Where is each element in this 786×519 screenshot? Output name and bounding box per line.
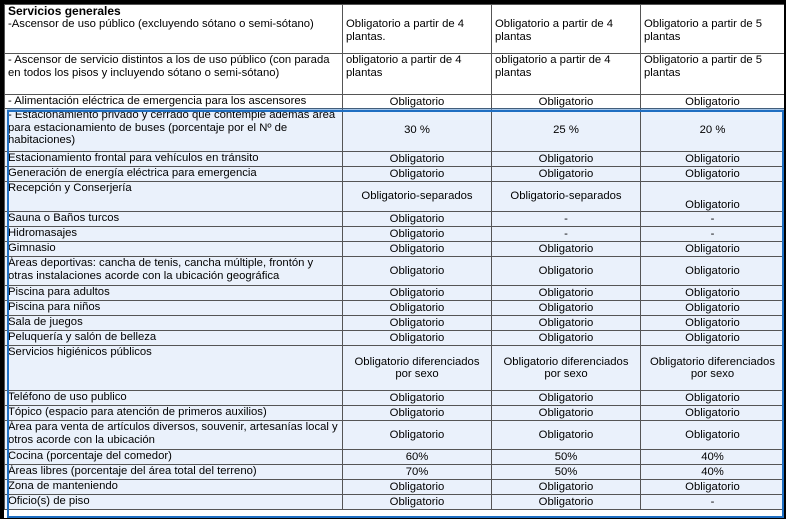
table-row bbox=[5, 109, 785, 152]
row-label: Cocina (porcentaje del comedor) bbox=[5, 450, 343, 465]
table-row bbox=[5, 346, 785, 391]
cell-c3: Obligatorio bbox=[641, 242, 785, 257]
cell-c3: Obligatorio bbox=[641, 286, 785, 301]
cell-c1: Obligatorio bbox=[343, 421, 492, 450]
row-label: - Estacionamiento privado y cerrado que contemple además área para estacionamiento de buses (porcentaje por el Nº de habitaciones) bbox=[5, 109, 343, 152]
row-label: -Ascensor de uso público (excluyendo sótano o semi-sótano) bbox=[8, 17, 314, 30]
cell-c2: 50% bbox=[492, 465, 641, 480]
cell-c1: Obligatorio bbox=[343, 391, 492, 406]
cell-c1: Obligatorio bbox=[343, 480, 492, 495]
row-label: Áreas libres (porcentaje del área total del terreno) bbox=[5, 465, 343, 480]
row-label: Teléfono de uso publico bbox=[5, 391, 343, 406]
table-row bbox=[5, 406, 785, 421]
cell-c2: 50% bbox=[492, 450, 641, 465]
table-row bbox=[5, 152, 785, 167]
cell-c3: Obligatorio bbox=[641, 182, 785, 212]
cell-c1: Obligatorio bbox=[343, 212, 492, 227]
cell-c1: Obligatorio bbox=[343, 406, 492, 421]
cell-c1: Obligatorio-separados bbox=[343, 182, 492, 212]
table-row bbox=[5, 212, 785, 227]
cell-c3: Obligatorio bbox=[641, 406, 785, 421]
cell-c1: Obligatorio bbox=[343, 227, 492, 242]
row-label: Hidromasajes bbox=[5, 227, 343, 242]
cell-c3: 40% bbox=[641, 450, 785, 465]
table-row bbox=[5, 421, 785, 450]
row-label: Estacionamiento frontal para vehículos en tránsito bbox=[5, 152, 343, 167]
table-row bbox=[5, 5, 785, 54]
cell-c1: Obligatorio diferenciados por sexo bbox=[343, 346, 492, 391]
cell-c2: Obligatorio bbox=[492, 242, 641, 257]
row-label: Tópico (espacio para atención de primeros auxilios) bbox=[5, 406, 343, 421]
cell-c2: - bbox=[492, 212, 641, 227]
cell-c1: Obligatorio bbox=[343, 316, 492, 331]
cell-c2: Obligatorio bbox=[492, 286, 641, 301]
cell-c2: Obligatorio bbox=[492, 406, 641, 421]
row-label: Generación de energía eléctrica para emergencia bbox=[5, 167, 343, 182]
row-label: - Alimentación eléctrica de emergencia para los ascensores bbox=[5, 95, 343, 109]
cell-c2: Obligatorio bbox=[492, 152, 641, 167]
ascensor-publico-label bbox=[5, 5, 343, 54]
cell-c2: 25 % bbox=[492, 109, 641, 152]
table-row bbox=[5, 54, 785, 95]
table-row bbox=[5, 316, 785, 331]
row-label: Sauna o Baños turcos bbox=[5, 212, 343, 227]
cell-c2: Obligatorio bbox=[492, 316, 641, 331]
table-row bbox=[5, 286, 785, 301]
cell-c2: - bbox=[492, 227, 641, 242]
cell-c1: Obligatorio bbox=[343, 95, 492, 109]
cell-c3: 20 % bbox=[641, 109, 785, 152]
cell-c2: Obligatorio bbox=[492, 480, 641, 495]
table-row bbox=[5, 257, 785, 286]
cell-c3: Obligatorio bbox=[641, 421, 785, 450]
row-label: Recepción y Conserjería bbox=[5, 182, 343, 212]
row-label: - Ascensor de servicio distintos a los de uso público (con parada en todos los pisos y incluyendo sótano o semi-sótano) bbox=[5, 54, 343, 95]
table-row bbox=[5, 495, 785, 510]
cell-c3: Obligatorio bbox=[641, 331, 785, 346]
cell-c1: Obligatorio bbox=[343, 167, 492, 182]
cell-c2: Obligatorio bbox=[492, 95, 641, 109]
cell-c2: Obligatorio-separados bbox=[492, 182, 641, 212]
cell-c3: - bbox=[641, 495, 785, 510]
cell-c2: Obligatorio bbox=[492, 421, 641, 450]
cell-c1: Obligatorio bbox=[343, 257, 492, 286]
table-row bbox=[5, 95, 785, 109]
section-title: Servicios generales bbox=[8, 4, 121, 18]
row-label: Gimnasio bbox=[5, 242, 343, 257]
row-label: Áreas deportivas: cancha de tenis, cancha múltiple, frontón y otras instalaciones acorde con la ubicación geográfica bbox=[5, 257, 343, 286]
cell-c2: Obligatorio diferenciados por sexo bbox=[492, 346, 641, 391]
cell-c3: Obligatorio a partir de 5 plantas bbox=[641, 54, 785, 95]
row-label: Área para venta de artículos diversos, souvenir, artesanías local y otros acorde con la ubicación bbox=[5, 421, 343, 450]
row-label: Oficio(s) de piso bbox=[5, 495, 343, 510]
cell-c1: Obligatorio a partir de 4 plantas. bbox=[343, 5, 492, 54]
cell-c3: Obligatorio bbox=[641, 391, 785, 406]
row-label: Peluquería y salón de belleza bbox=[5, 331, 343, 346]
row-label: Servicios higiénicos públicos bbox=[5, 346, 343, 391]
table-row bbox=[5, 167, 785, 182]
cell-c1: 70% bbox=[343, 465, 492, 480]
row-label: Piscina para niños bbox=[5, 301, 343, 316]
cell-c2: Obligatorio bbox=[492, 301, 641, 316]
row-label: Piscina para adultos bbox=[5, 286, 343, 301]
cell-c3: - bbox=[641, 212, 785, 227]
cell-c3: Obligatorio bbox=[641, 152, 785, 167]
cell-c2: Obligatorio bbox=[492, 167, 641, 182]
cell-c3: Obligatorio a partir de 5 plantas bbox=[641, 5, 785, 54]
table-row bbox=[5, 391, 785, 406]
cell-c1: Obligatorio bbox=[343, 495, 492, 510]
row-label: Sala de juegos bbox=[5, 316, 343, 331]
table-row bbox=[5, 301, 785, 316]
cell-c3: Obligatorio bbox=[641, 257, 785, 286]
cell-c3: Obligatorio bbox=[641, 316, 785, 331]
cell-c2: Obligatorio a partir de 4 plantas bbox=[492, 5, 641, 54]
cell-c1: Obligatorio bbox=[343, 286, 492, 301]
cell-c3: Obligatorio diferenciados por sexo bbox=[641, 346, 785, 391]
services-table bbox=[4, 4, 784, 510]
cell-c1: Obligatorio bbox=[343, 152, 492, 167]
table-row bbox=[5, 480, 785, 495]
cell-c1: Obligatorio bbox=[343, 331, 492, 346]
cell-c3: Obligatorio bbox=[641, 480, 785, 495]
cell-c3: - bbox=[641, 227, 785, 242]
cell-c1: 60% bbox=[343, 450, 492, 465]
row-label: Zona de manteniendo bbox=[5, 480, 343, 495]
cell-c3: Obligatorio bbox=[641, 301, 785, 316]
cell-c2: Obligatorio bbox=[492, 331, 641, 346]
table-row bbox=[5, 450, 785, 465]
cell-c2: Obligatorio bbox=[492, 391, 641, 406]
table-row bbox=[5, 465, 785, 480]
cell-c1: 30 % bbox=[343, 109, 492, 152]
cell-c1: obligatorio a partir de 4 plantas bbox=[343, 54, 492, 95]
table-row bbox=[5, 227, 785, 242]
table-row bbox=[5, 182, 785, 212]
cell-c2: obligatorio a partir de 4 plantas bbox=[492, 54, 641, 95]
cell-c1: Obligatorio bbox=[343, 301, 492, 316]
cell-c1: Obligatorio bbox=[343, 242, 492, 257]
table-row bbox=[5, 331, 785, 346]
cell-c2: Obligatorio bbox=[492, 495, 641, 510]
cell-c3: Obligatorio bbox=[641, 95, 785, 109]
document-page bbox=[4, 4, 784, 518]
cell-c2: Obligatorio bbox=[492, 257, 641, 286]
cell-c3: 40% bbox=[641, 465, 785, 480]
cell-c3: Obligatorio bbox=[641, 167, 785, 182]
table-row bbox=[5, 242, 785, 257]
